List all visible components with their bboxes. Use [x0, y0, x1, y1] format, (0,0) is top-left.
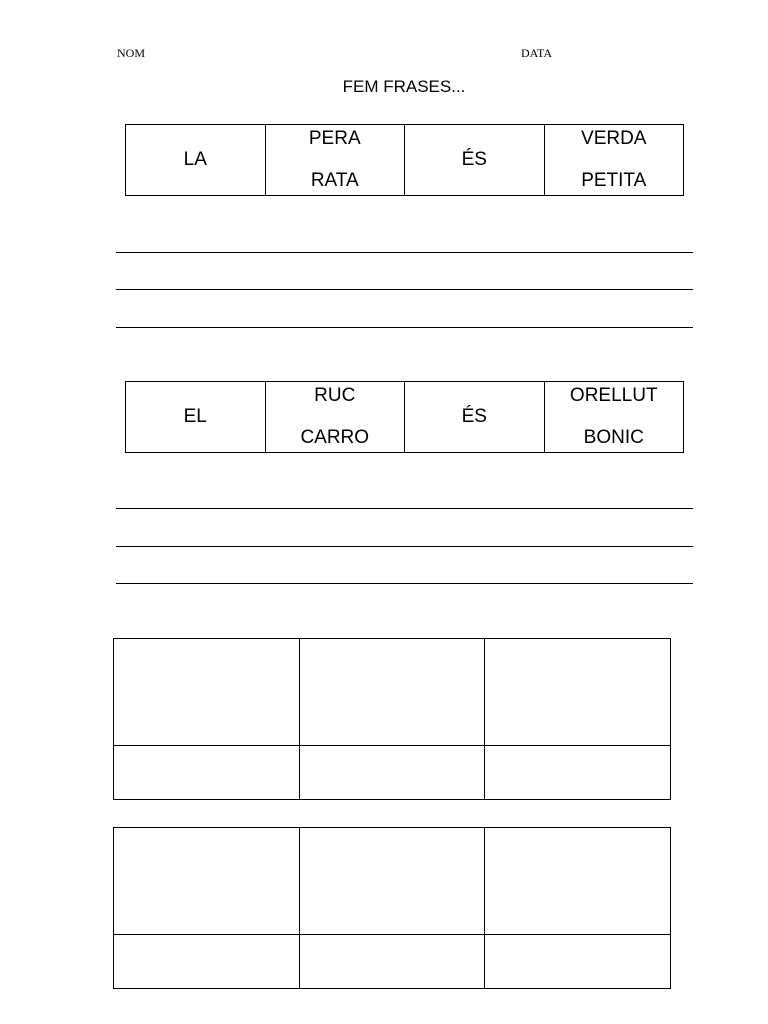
writing-line	[116, 583, 693, 584]
verb-cell: ÉS	[405, 125, 545, 196]
drawing-box[interactable]	[114, 639, 300, 746]
verb-cell: ÉS	[405, 382, 545, 453]
word-table-1	[125, 124, 684, 196]
name-label: NOM	[117, 46, 146, 60]
adjective-option: PETITA	[581, 170, 647, 191]
writing-line	[116, 508, 693, 509]
drawing-box[interactable]	[299, 828, 485, 935]
adjective-option: BONIC	[583, 427, 644, 448]
word-table-2	[125, 381, 684, 453]
adjective-cell	[544, 382, 684, 453]
label-box[interactable]	[485, 746, 671, 800]
drawing-table-2	[113, 827, 671, 989]
noun-cell	[265, 125, 405, 196]
writing-line	[116, 327, 693, 328]
writing-line	[116, 289, 693, 290]
label-box[interactable]	[114, 746, 300, 800]
drawing-box[interactable]	[485, 828, 671, 935]
noun-option: RUC	[314, 385, 356, 406]
date-label: DATA	[521, 46, 553, 60]
adjective-option: VERDA	[581, 128, 647, 149]
writing-line	[116, 546, 693, 547]
noun-option: RATA	[310, 170, 359, 191]
label-box[interactable]	[485, 935, 671, 989]
label-box[interactable]	[299, 746, 485, 800]
article-cell: EL	[126, 382, 266, 453]
page-title: FEM FRASES...	[342, 77, 466, 96]
noun-option: CARRO	[300, 427, 370, 448]
label-box[interactable]	[114, 935, 300, 989]
label-box[interactable]	[299, 935, 485, 989]
adjective-option: ORELLUT	[569, 385, 658, 406]
drawing-box[interactable]	[299, 639, 485, 746]
adjective-cell	[544, 125, 684, 196]
noun-option: PERA	[308, 128, 361, 149]
writing-line	[116, 252, 693, 253]
drawing-box[interactable]	[485, 639, 671, 746]
drawing-table-1	[113, 638, 671, 800]
noun-cell	[265, 382, 405, 453]
drawing-box[interactable]	[114, 828, 300, 935]
article-cell: LA	[126, 125, 266, 196]
